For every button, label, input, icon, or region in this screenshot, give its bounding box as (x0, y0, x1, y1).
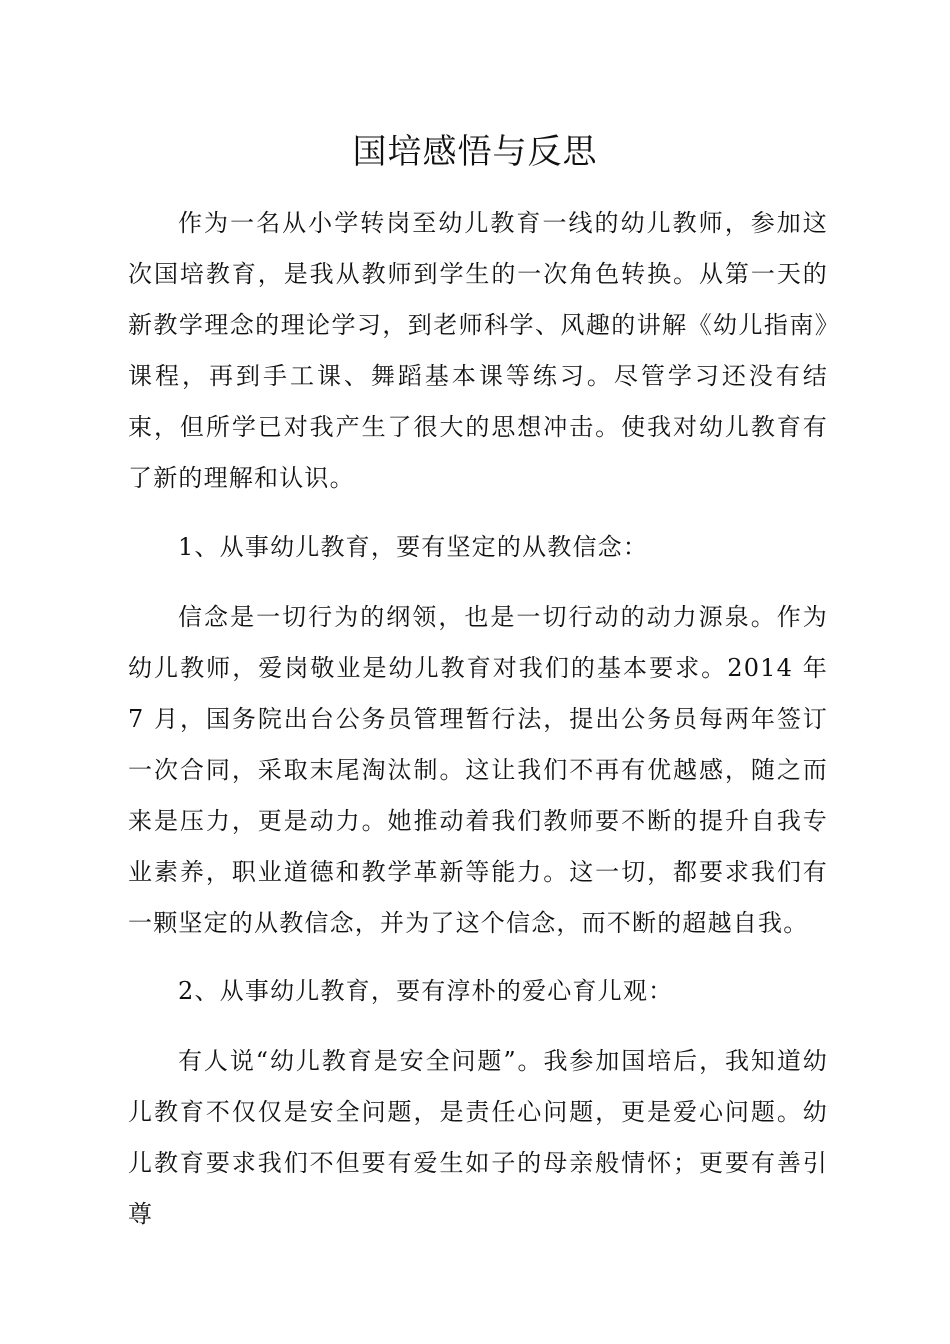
section-paragraph-2: 有人说“幼儿教育是安全问题”。我参加国培后，我知道幼儿教育不仅仅是安全问题，是责任心问题，更是爱心问题。幼儿教育要求我们不但要有爱生如子的母亲般情怀；更要有善引尊 (128, 1047, 828, 1228)
intro-paragraph: 作为一名从小学转岗至幼儿教育一线的幼儿教师，参加这次国培教育，是我从教师到学生的一次角色转换。从第一天的新教学理念的理论学习，到老师科学、风趣的讲解《幼儿指南》课程，再到手工课、舞蹈基本课等练习。尽管学习还没有结束，但所学已对我产生了很大的思想冲击。使我对幼儿教育有了新的理解和认识。 (128, 209, 828, 492)
section-paragraph-1: 信念是一切行为的纲领，也是一切行动的动力源泉。作为幼儿教师，爱岗敬业是幼儿教育对我们的基本要求。2014 年 7 月，国务院出台公务员管理暂行法，提出公务员每两年签订一次合同，采取末尾淘汰制。这让我们不再有优越感，随之而来是压力，更是动力。她推动着我们教师要不断的提升自我专业素养，职业道德和教学革新等能力。这一切，都要求我们有一颗坚定的从教信念，并为了这个信念，而不断的超越自我。 (128, 603, 828, 937)
document-title: 国培感悟与反思 (352, 132, 598, 172)
section-heading-2: 2、从事幼儿教育，要有淳朴的爱心育儿观： (178, 977, 674, 1005)
section-heading-1: 1、从事幼儿教育，要有坚定的从教信念： (178, 533, 649, 561)
